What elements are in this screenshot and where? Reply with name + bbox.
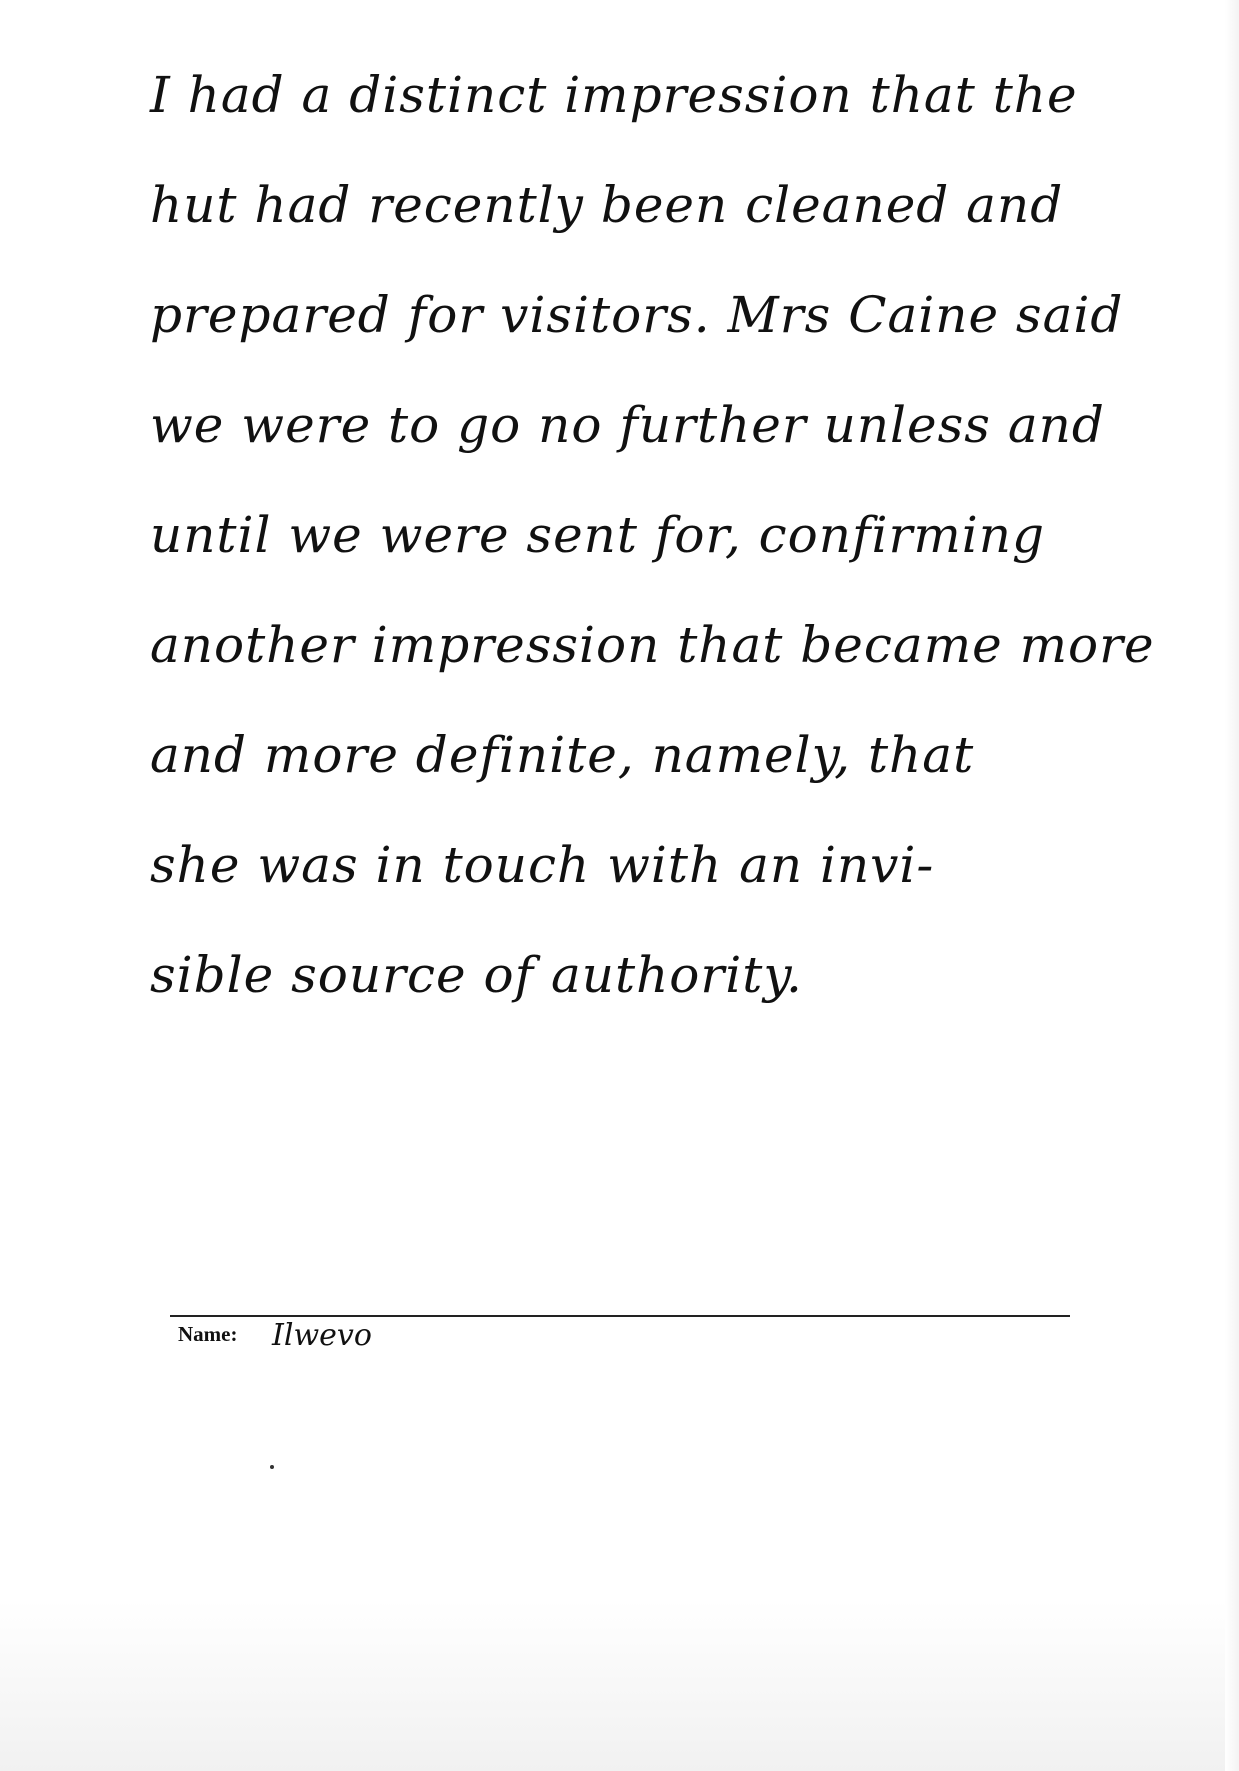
handwritten-line: sible source of authority.: [150, 946, 803, 1004]
stray-mark: [270, 1465, 274, 1469]
handwritten-line: and more definite, namely, that: [150, 726, 975, 784]
signature-line: [170, 1315, 1070, 1317]
scan-edge: [1225, 0, 1239, 1771]
handwritten-line: prepared for visitors. Mrs Caine said: [150, 286, 1124, 344]
handwritten-text-block: [150, 40, 1155, 1030]
handwritten-line: until we were sent for, confirming: [150, 506, 1045, 564]
name-value: Ilwevo: [272, 1318, 372, 1353]
scan-shade: [0, 1600, 1239, 1771]
name-label: Name:: [178, 1322, 238, 1346]
handwritten-line: another impression that became more: [150, 616, 1155, 674]
handwritten-line: I had a distinct impression that the: [150, 66, 1078, 124]
handwritten-line: hut had recently been cleaned and: [150, 176, 1064, 234]
handwritten-line: she was in touch with an invi-: [150, 836, 935, 894]
handwritten-line: we were to go no further unless and: [150, 396, 1105, 454]
